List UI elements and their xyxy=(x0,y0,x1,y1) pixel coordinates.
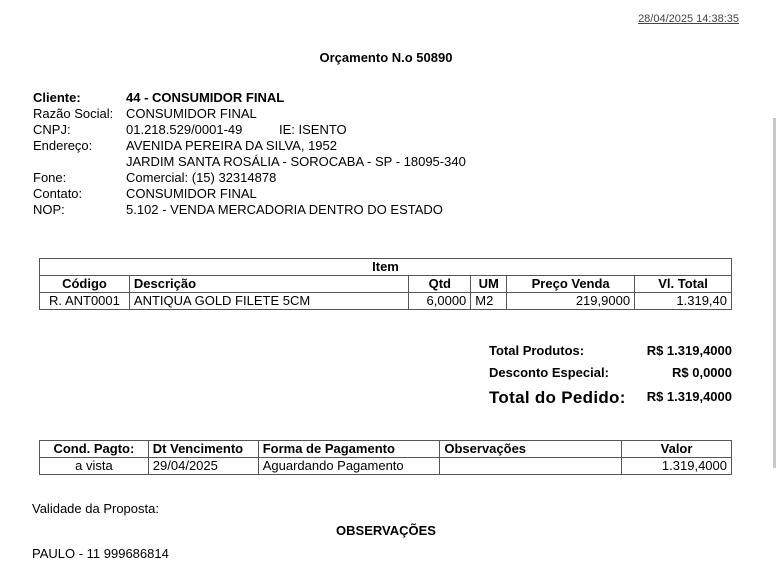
items-header-row xyxy=(40,276,732,293)
observacoes-text: PAULO - 11 999686814 xyxy=(32,546,169,561)
cell-valor: 1.319,4000 xyxy=(622,458,732,475)
cell-forma: Aguardando Pagamento xyxy=(258,458,440,475)
total-pedido-label: Total do Pedido: xyxy=(489,388,626,407)
contato-value: CONSUMIDOR FINAL xyxy=(126,186,257,201)
endereco-line1: AVENIDA PEREIRA DA SILVA, 1952 xyxy=(126,138,337,153)
cell-obs xyxy=(440,458,622,475)
observacoes-title: OBSERVAÇÕES xyxy=(336,523,436,538)
cell-total: 1.319,40 xyxy=(635,293,732,310)
endereco-label: Endereço: xyxy=(33,138,93,153)
payment-table xyxy=(39,440,732,475)
contato-label: Contato: xyxy=(33,186,83,201)
print-timestamp[interactable]: 28/04/2025 14:38:35 xyxy=(638,13,739,25)
col-cond: Cond. Pagto: xyxy=(40,441,149,458)
col-obs: Observações xyxy=(440,441,622,458)
endereco-line2: JARDIM SANTA ROSÁLIA - SOROCABA - SP - 18095-340 xyxy=(126,154,466,169)
col-venc: Dt Vencimento xyxy=(148,441,258,458)
razao-label: Razão Social: xyxy=(33,106,114,121)
desconto-label: Desconto Especial: xyxy=(489,365,609,380)
cnpj-value: 01.218.529/0001-49 xyxy=(126,122,243,137)
ie-value: IE: ISENTO xyxy=(279,122,347,137)
nop-label: NOP: xyxy=(33,202,65,217)
cell-venc: 29/04/2025 xyxy=(148,458,258,475)
cell-preco: 219,9000 xyxy=(507,293,635,310)
cell-descricao: ANTIQUA GOLD FILETE 5CM xyxy=(129,293,408,310)
table-row xyxy=(40,458,732,475)
payment-header-row xyxy=(40,441,732,458)
cliente-label: Cliente: xyxy=(33,90,81,105)
items-group-header: Item xyxy=(40,259,732,276)
razao-value: CONSUMIDOR FINAL xyxy=(126,106,257,121)
col-total: Vl. Total xyxy=(635,276,732,293)
items-table xyxy=(39,258,732,310)
cell-cond: a vista xyxy=(40,458,149,475)
nop-value: 5.102 - VENDA MERCADORIA DENTRO DO ESTADO xyxy=(126,202,443,217)
total-pedido-value: R$ 1.319,4000 xyxy=(646,389,732,404)
col-qtd: Qtd xyxy=(409,276,471,293)
desconto-value: R$ 0,0000 xyxy=(672,365,732,380)
col-codigo: Código xyxy=(40,276,130,293)
cnpj-label: CNPJ: xyxy=(33,122,71,137)
document-title: Orçamento N.o 50890 xyxy=(319,50,453,65)
items-group-header-row xyxy=(40,259,732,276)
col-valor: Valor xyxy=(622,441,732,458)
table-row xyxy=(40,293,732,310)
col-preco: Preço Venda xyxy=(507,276,635,293)
cell-codigo: R. ANT0001 xyxy=(40,293,130,310)
cliente-value: 44 - CONSUMIDOR FINAL xyxy=(126,90,285,105)
col-um: UM xyxy=(471,276,507,293)
total-produtos-value: R$ 1.319,4000 xyxy=(646,343,732,358)
col-descricao: Descrição xyxy=(129,276,408,293)
fone-value: Comercial: (15) 32314878 xyxy=(126,170,277,185)
col-forma: Forma de Pagamento xyxy=(258,441,440,458)
fone-label: Fone: xyxy=(33,170,67,185)
cell-um: M2 xyxy=(471,293,507,310)
validade-label: Validade da Proposta: xyxy=(32,501,159,516)
cell-qtd: 6,0000 xyxy=(409,293,471,310)
total-produtos-label: Total Produtos: xyxy=(489,343,585,358)
